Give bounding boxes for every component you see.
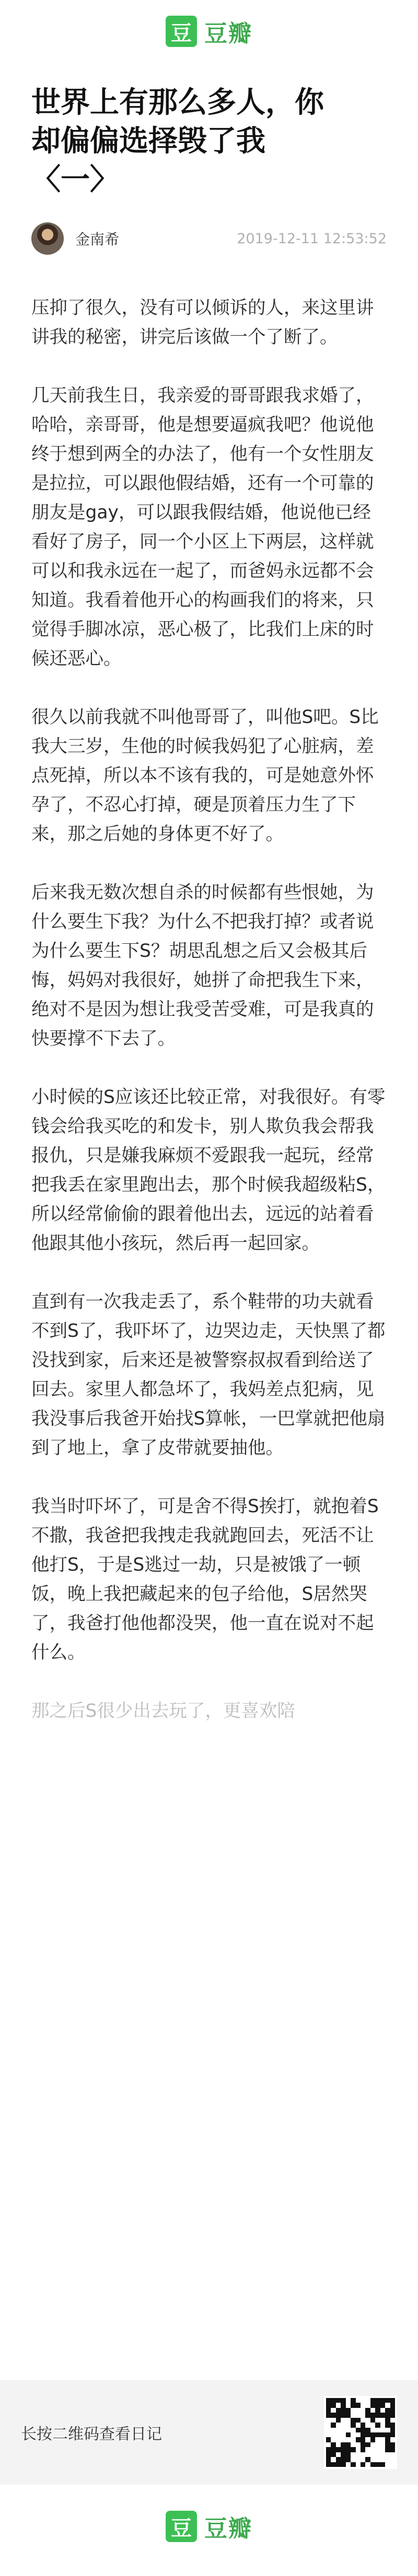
qr-label: 长按二维码查看日记 [21, 2425, 162, 2443]
brand-name: 豆瓣 [204, 2515, 252, 2542]
author-avatar[interactable] [31, 222, 64, 255]
author-name[interactable]: 金南希 [75, 231, 120, 248]
paragraph: 很久以前我就不叫他哥哥了，叫他S吧。S比我大三岁，生他的时候我妈犯了心脏病，差点死掉，所以本不该有我的，可是她意外怀孕了，不忍心打掉，硬是顶着压力生了下来，那之后她的身体更不好了。 [31, 707, 379, 845]
douban-logo-icon: 豆 [166, 2511, 197, 2542]
paragraph: 后来我无数次想自杀的时候都有些恨她，为什么要生下我？为什么不把我打掉？或者说为什么要生下S？胡思乱想之后又会极其后悔，妈妈对我很好，她拼了命把我生下来，绝对不是因为想让我受苦受难，可是我真的快要撑不下去了。 [31, 882, 374, 1049]
paragraph: 我当时吓坏了，可是舍不得S挨打，就抱着S不撒，我爸把我拽走我就跑回去，死活不让他打S，于是S逃过一劫，只是被饿了一顿饭，晚上我把藏起来的包子给他，S居然哭了，我爸打他他都没哭，他一直在说对不起什么。 [31, 1496, 379, 1663]
bottom-footer [0, 2495, 418, 2558]
article-title: 世界上有那么多人，你 却偏偏选择毁了我 〈一〉 [31, 86, 324, 197]
brand-name: 豆瓣 [204, 20, 252, 47]
paragraph: 小时候的S应该还比较正常，对我很好。有零钱会给我买吃的和发卡，别人欺负我会帮我报仇，只是嫌我麻烦不爱跟我一起玩，经常把我丢在家里跑出去，那个时候我超级粘S，所以经常偷偷的跟着他出去，远远的站着看他跟其他小孩玩，然后再一起回家。 [31, 1087, 386, 1254]
top-header [0, 0, 418, 63]
faded-paragraph: 那之后S很少出去玩了，更喜欢陪 [31, 1701, 295, 1722]
qr-bar[interactable] [0, 2380, 418, 2485]
content-fade-overlay [0, 2260, 418, 2370]
publish-date: 2019-12-11 12:53:52 [237, 230, 387, 247]
paragraph: 几天前我生日，我亲爱的哥哥跟我求婚了，哈哈，亲哥哥，他是想要逼疯我吧？他说他终于想到两全的办法了，他有一个女性朋友是拉拉，可以跟他假结婚，还有一个可靠的朋友是gay，可以跟我假结婚，他说他已经看好了房子，同一个小区上下两层，这样就可以和我永远在一起了，而爸妈永远都不会知道。我看着他开心的构画我们的将来，只觉得手脚冰凉，恶心极了，比我们上床的时候还恶心。 [31, 385, 374, 669]
article-body [31, 293, 387, 1726]
paragraph: 压抑了很久，没有可以倾诉的人，来这里讲讲我的秘密，讲完后该做一个了断了。 [31, 298, 374, 348]
douban-logo-icon: 豆 [166, 16, 197, 47]
paragraph: 直到有一次我走丢了，系个鞋带的功夫就看不到S了，我吓坏了，边哭边走，天快黑了都没找到家，后来还是被警察叔叔看到给送了回去。家里人都急坏了，我妈差点犯病，见我没事后我爸开始找S算帐，一巴掌就把他扇到了地上，拿了皮带就要抽他。 [31, 1291, 386, 1458]
article-meta [31, 220, 387, 257]
qr-code-icon[interactable] [324, 2396, 397, 2469]
